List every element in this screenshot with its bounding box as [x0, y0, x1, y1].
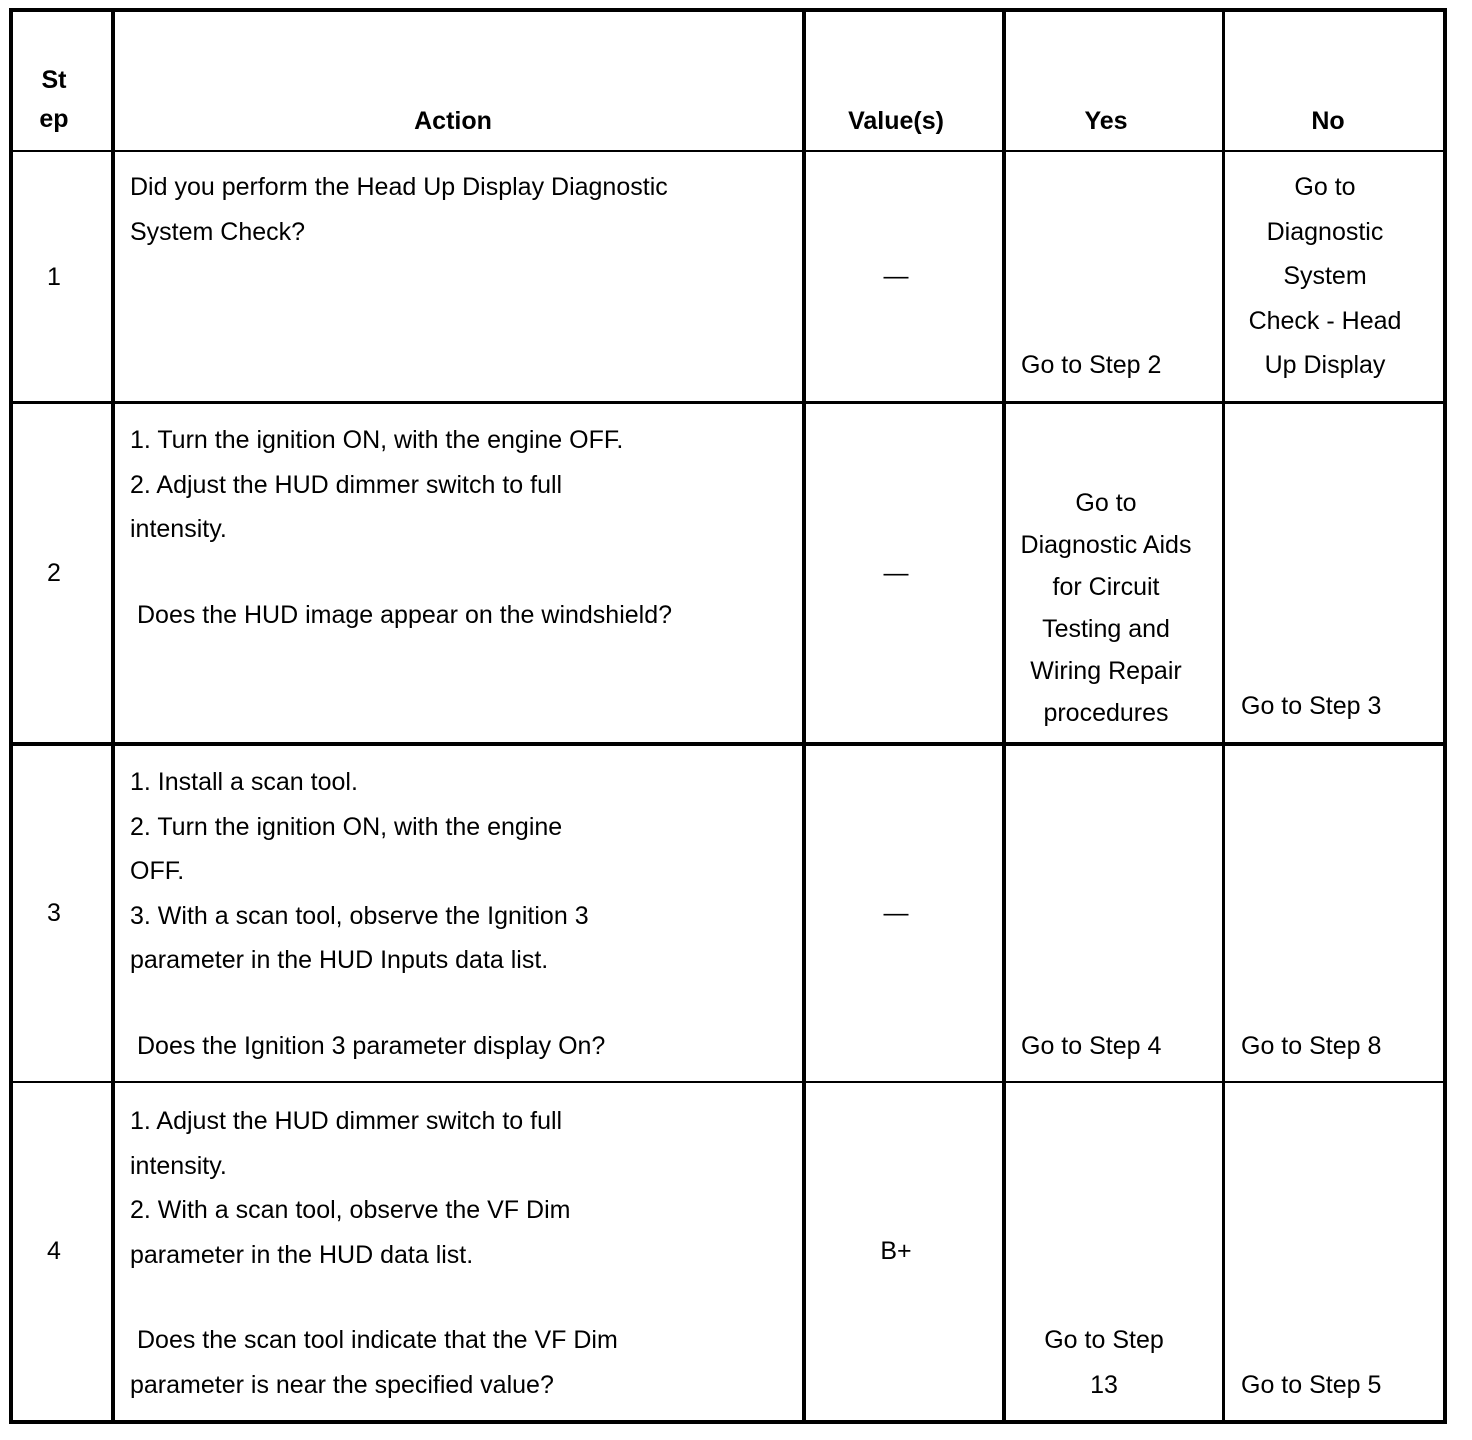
yes-line: Go to Step [1044, 1326, 1164, 1354]
no-line: Check - Head [1248, 306, 1402, 335]
action-question [130, 1318, 618, 1407]
header-no: No [1311, 107, 1345, 135]
table-border-right [1443, 8, 1447, 1424]
action-line: Does the scan tool indicate that the VF Dim [137, 1326, 618, 1354]
action-line: parameter in the HUD data list. [130, 1240, 474, 1269]
value-cell: — [883, 559, 909, 587]
action-line: System Check? [130, 217, 306, 246]
table-border-top [9, 8, 1447, 12]
no-line: Up Display [1264, 351, 1386, 380]
action-line: parameter in the HUD Inputs data list. [130, 946, 549, 975]
action-question: Does the HUD image appear on the windshield? [137, 601, 673, 629]
action-line: Did you perform the Head Up Display Diagnostic [130, 173, 668, 201]
yes-cell: Go to Step 4 [1021, 1032, 1162, 1060]
action-line: 2. Adjust the HUD dimmer switch to full [130, 470, 563, 499]
step-number: 4 [47, 1237, 61, 1265]
no-cell: Go to Step 8 [1241, 1032, 1382, 1060]
header-divider [9, 150, 1447, 152]
header-action: Action [414, 107, 492, 135]
no-cell [1225, 165, 1425, 388]
yes-line: procedures [1043, 699, 1169, 727]
action-line: 3. With a scan tool, observe the Ignition 3 [130, 901, 589, 930]
action-line: 2. With a scan tool, observe the VF Dim [130, 1196, 571, 1225]
yes-line: for Circuit [1052, 573, 1160, 601]
action-text [130, 165, 668, 254]
action-line: 1. Install a scan tool. [130, 768, 358, 796]
step-number: 3 [47, 899, 61, 927]
yes-line: Wiring Repair [1030, 657, 1182, 685]
column-divider [111, 8, 115, 1424]
action-line: 1. Adjust the HUD dimmer switch to full [130, 1107, 563, 1135]
header-yes: Yes [1084, 107, 1128, 135]
value-cell: B+ [880, 1237, 912, 1265]
action-line: 2. Turn the ignition ON, with the engine [130, 812, 563, 841]
action-line: OFF. [130, 857, 185, 886]
action-line: intensity. [130, 515, 227, 544]
header-step-line2: ep [39, 105, 69, 133]
value-cell: — [883, 262, 909, 290]
yes-line: Go to [1075, 489, 1137, 517]
table-border-bottom [9, 1420, 1447, 1424]
action-line: 1. Turn the ignition ON, with the engine OFF. [130, 426, 624, 454]
row-divider [9, 742, 1447, 746]
action-question: Does the Ignition 3 parameter display On? [137, 1032, 606, 1060]
no-line: Go to [1294, 173, 1356, 201]
yes-line: Testing and [1042, 615, 1170, 643]
header-values: Value(s) [848, 107, 944, 135]
action-line: parameter is near the specified value? [130, 1370, 554, 1399]
no-line: System [1283, 262, 1367, 291]
action-line: intensity. [130, 1151, 227, 1180]
row-divider [9, 1081, 1447, 1083]
yes-line: Diagnostic Aids [1020, 531, 1192, 559]
column-divider [802, 8, 806, 1424]
yes-cell [1006, 482, 1206, 734]
no-cell: Go to Step 5 [1241, 1371, 1382, 1399]
yes-cell [1006, 1318, 1202, 1407]
value-cell: — [883, 899, 909, 927]
action-text [130, 1099, 570, 1277]
action-text [130, 418, 623, 552]
yes-cell: Go to Step 2 [1021, 351, 1162, 379]
action-text [130, 760, 589, 983]
step-number: 1 [47, 263, 61, 291]
step-number: 2 [47, 559, 61, 587]
yes-line: 13 [1090, 1370, 1118, 1399]
no-line: Diagnostic [1266, 217, 1384, 246]
row-divider [9, 401, 1447, 404]
table-border-left [9, 8, 13, 1424]
no-cell: Go to Step 3 [1241, 692, 1382, 720]
header-step [14, 61, 94, 139]
header-step-line1: St [41, 66, 67, 94]
